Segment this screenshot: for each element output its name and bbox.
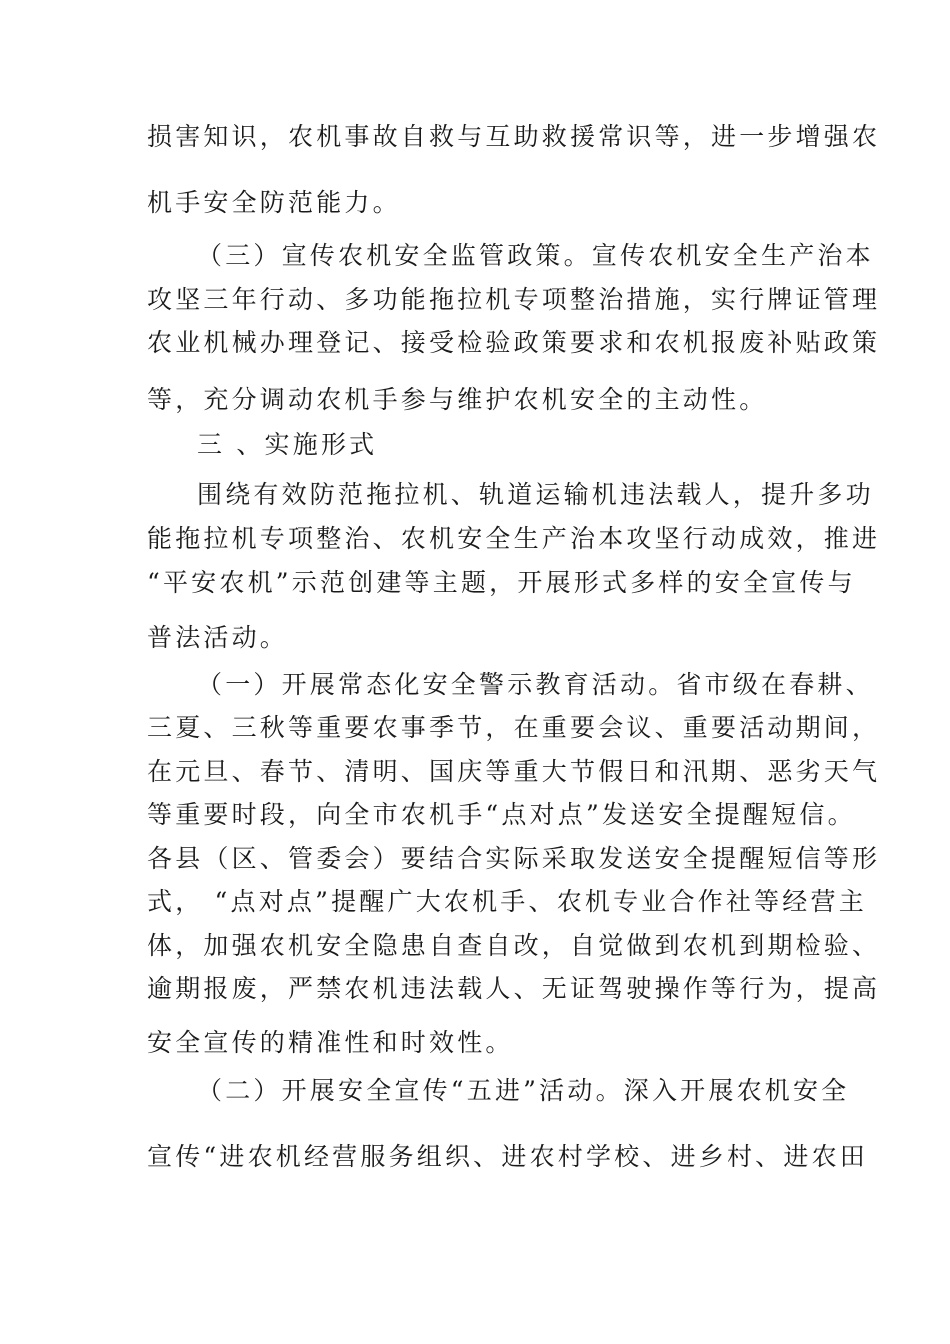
text-line: 损害知识，农机事故自救与互助救援常识等，进一步增强农 (147, 122, 881, 151)
text-line: 攻坚三年行动、多功能拖拉机专项整治措施，实行牌证管理 (147, 285, 881, 314)
text-line: 农业机械办理登记、接受检验政策要求和农机报废补贴政策 (147, 328, 881, 357)
text-line: 等，充分调动农机手参与维护农机安全的主动性。 (147, 385, 768, 414)
section-heading: 三 、实施形式 (197, 430, 378, 459)
text-line: 能拖拉机专项整治、农机安全生产治本攻坚行动成效，推进 (147, 524, 881, 553)
text-line: 式， “点对点”提醒广大农机手、农机专业合作社等经营主 (147, 887, 867, 916)
text-line: （二）开展安全宣传“五进”活动。深入开展农机安全 (197, 1076, 850, 1105)
text-line: 围绕有效防范拖拉机、轨道运输机违法载人，提升多功 (197, 480, 874, 509)
text-line: 体，加强农机安全隐患自查自改，自觉做到农机到期检验、 (147, 931, 881, 960)
text-line: 等重要时段，向全市农机手“点对点”发送安全提醒短信。 (147, 800, 856, 829)
text-line: （三）宣传农机安全监管政策。宣传农机安全生产治本 (197, 241, 874, 270)
text-line: “平安农机”示范创建等主题，开展形式多样的安全宣传与 (147, 568, 856, 597)
text-line: 在元旦、春节、清明、国庆等重大节假日和汛期、恶劣天气 (147, 757, 881, 786)
text-line: 逾期报废，严禁农机违法载人、无证驾驶操作等行为，提高 (147, 974, 881, 1003)
text-line: 机手安全防范能力。 (147, 188, 401, 217)
text-line: 三夏、三秋等重要农事季节，在重要会议、重要活动期间， (147, 713, 881, 742)
text-line: 宣传“进农机经营服务组织、进农村学校、进乡村、进农田 (147, 1142, 868, 1171)
text-line: 各县（区、管委会）要结合实际采取发送安全提醒短信等形 (147, 844, 881, 873)
text-line: 普法活动。 (147, 623, 289, 652)
text-line: 安全宣传的精准性和时效性。 (147, 1028, 514, 1057)
text-line: （一）开展常态化安全警示教育活动。省市级在春耕、 (197, 670, 874, 699)
